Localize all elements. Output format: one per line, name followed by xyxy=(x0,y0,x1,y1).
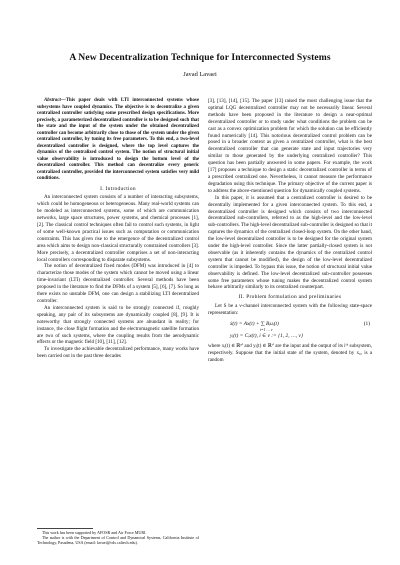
footnotes xyxy=(37,530,199,545)
section2-tail: where xᵢ(t) ∈ ℝⁿⁱ and yᵢ(t) ∈ ℝʳⁱ are the input and the output of its iᵗʰ subsystem, respectively. Suppose that the initial state of the system, denoted by x₀, is a random xyxy=(208,343,372,363)
intro-paragraph: An interconnected system consists of a number of interacting subsystems, which could be homogeneous or heterogeneous. Many real-world systems can be modeled as interconnected systems, some of which are communication networks, large space structures, power systems, and chemical processes [1], [2]. The classical control techniques often fail to control such systems, in light of some well-known practical issues such as computation or communication constraints. This has given rise to the emergence of the decentralized control area which aims to design non-classical structurally constrained controllers [3]. More precisely, a decentralized controller comprises a set of non-interacting local controllers corresponding to disparate subsystems. xyxy=(37,194,199,263)
state-space-equation xyxy=(208,320,372,340)
intro-paragraph: In this paper, it is assumed that a centralized controller is desired to be decentrally implemented for a given interconnected system. To this end, a decentralized controller is designed which consists of two interconnected decentralized sub-controllers, referred to as the high-level and the low-level sub-controllers. The high-level decentralized sub-controller is designed so that it captures the dynamics of the centralized closed-loop system. On the other hand, the low-level decentralized controller is to be designed for the original system under the high-level controller. Since the latter partially-closed system is not observable (as it inherently contains the dynamics of the centralized control system that cannot be modified), the design of the low-level decentralized controller is impeded. To bypass this issue, the notion of structural initial value observability is defined. The low-level decentralized sub-controller possesses some free parameters whose tuning makes the decentralized control system behave arbitrarily similarly to its centralized counterpart. xyxy=(208,194,372,291)
paper-title: A New Decentralization Technique for Interconnected Systems xyxy=(69,52,331,63)
right-column xyxy=(208,98,372,364)
equation-line-2: yᵢ(t) = Cᵢx(t), i ∈ ν := {1, 2, …, ν} xyxy=(230,333,303,340)
abstract-text: —This paper deals with LTI interconnected systems whose subsystems have coupled dynamics. The objective is to decentralize a given centralized controller satisfying some prescribed design specifications. More precisely, a parameterized decentralized controller is to be designed such that the state and the input of the system under the obtained decentralized controller can become arbitrarily close to those of the system under the given centralized controller, by tuning its free parameters. To this end, a two-level decentralized controller is designed, where the top level captures the dynamics of the centralized control system. The notion of structural initial value observability is introduced to design the bottom level of the decentralized controller. This method can decentralize every generic centralized controller, provided the interconnected system satisfies very mild conditions. xyxy=(37,98,199,181)
equation-number: (1) xyxy=(363,321,370,328)
intro-paragraph: The notion of decentralized fixed modes (DFM) was introduced in [4] to characterize those modes of the system which cannot be moved using a linear time-invariant (LTI) decentralized controller. Several methods have been proposed in the literature to find the DFMs of a system [5], [6], [7]. So long as there exists no unstable DFM, one can design a stabilizing LTI decentralized controller. xyxy=(37,263,199,304)
intro-paragraph: An interconnected system is said to be strongly connected if, roughly speaking, any pair of its subsystems are dynamically coupled [8], [9]. It is noteworthy that strongly connected systems are abundant in reality; for instance, the close flight formation and the electromagnetic satellite formation are two of such systems, where the coupling results from the aerodynamic effects or the magnetic field [10], [11], [12]. xyxy=(37,304,199,346)
section-heading-introduction: I. Introduction xyxy=(100,185,136,192)
section-heading-problem-formulation: II. Problem formulation and preliminaries xyxy=(238,294,342,301)
equation-sum-limits: i=1 … ν xyxy=(260,328,273,333)
left-column xyxy=(37,98,199,360)
author-name: Javad Lavaei xyxy=(183,71,217,78)
footnote-funding: This work has been supported by AFOSR and Air Force MURI. xyxy=(42,530,147,535)
intro-paragraph: To investigate the achievable decentralized performance, many works have been carried out in the past three decades xyxy=(37,346,199,360)
abstract xyxy=(37,98,199,183)
footnote-divider xyxy=(37,528,93,529)
intro-paragraph-continued: [3], [13], [14], [15]. The paper [13] raised the most challenging issue that the optimal LQG decentralized controller may not be necessarily linear. Several methods have been proposed in the literature to design a near-optimal decentralized controller or to study under what conditions the problem can be cast as a convex optimization problem for which the solution can be efficiently found numerically [14]. This notorious decentralized control problem can be posed in a broader context as given a centralized controller, what is the best decentralized controller that can generate state and input trajectories very similar to those generated by the underlying centralized controller? This question has been partially answered in some papers. For example, the work [17] proposes a technique to design a static decentralized controller in terms of a prescribed centralized one. Nevertheless, it cannot measure the performance degradation using this technique. The primary objective of the current paper is to address the above-mentioned question for dynamically coupled systems. xyxy=(208,98,372,194)
equation-line-1: ẋ(t) = Ax(t) + ∑ Bᵢuᵢ(t) xyxy=(230,321,279,328)
abstract-label: Abstract xyxy=(44,98,61,103)
footnote-affiliation: The author is with the Department of Control and Dynamical Systems, California Institute of Technology, Pasadena, USA (email: lavaei@cds.caltech.edu). xyxy=(37,535,199,545)
section2-lead: Let S be a ν-channel interconnected system with the following state-space representation: xyxy=(208,303,372,317)
